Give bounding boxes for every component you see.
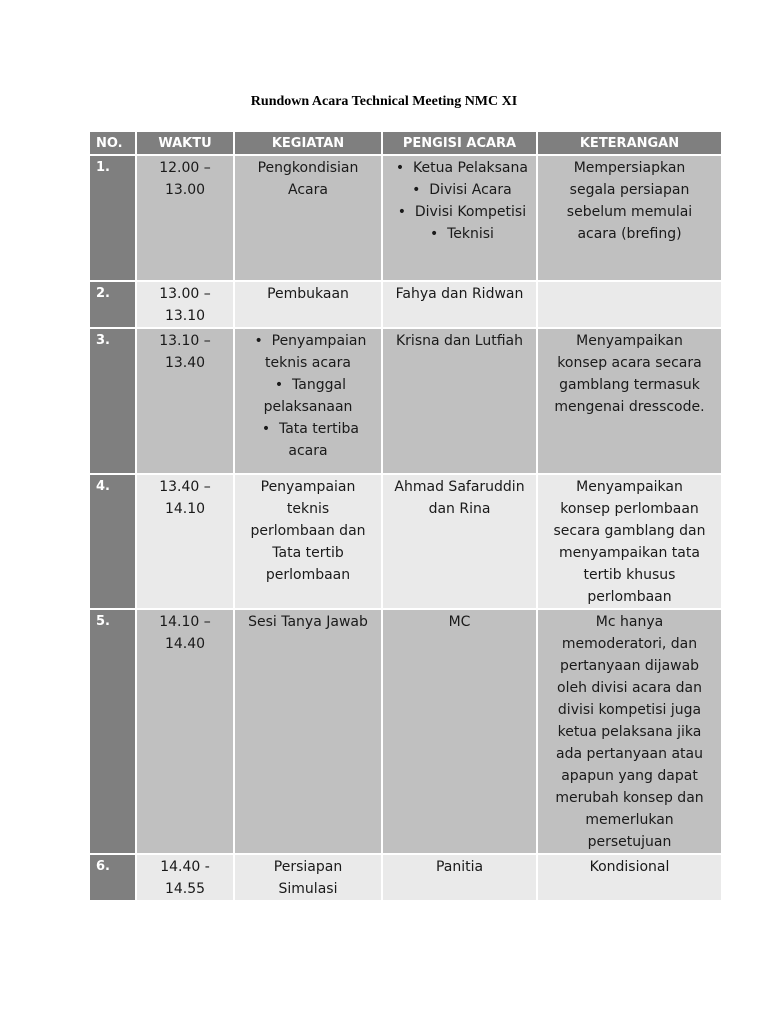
waktu-line: 13.40 bbox=[164, 355, 206, 371]
table-row bbox=[90, 610, 721, 853]
row-number-cell: 6. bbox=[90, 855, 135, 900]
kegiatan-line: Sesi Tanya Jawab bbox=[248, 614, 368, 630]
kegiatan-cell bbox=[235, 156, 381, 280]
keterangan-line: ketua pelaksana jika bbox=[557, 724, 702, 740]
keterangan-line: Menyampaikan bbox=[576, 333, 683, 349]
pengisi-acara-line: dan Rina bbox=[428, 501, 491, 517]
keterangan-line: konsep perlombaan bbox=[560, 501, 699, 517]
keterangan-line: acara (brefing) bbox=[577, 226, 682, 242]
kegiatan-line: Acara bbox=[288, 182, 328, 198]
row-number-cell: 2. bbox=[90, 282, 135, 327]
keterangan-line: memerlukan bbox=[585, 812, 674, 828]
pengisi-acara-cell bbox=[383, 282, 536, 327]
pengisi-acara-cell bbox=[383, 610, 536, 853]
table-row bbox=[90, 329, 721, 473]
waktu-line: 14.40 bbox=[164, 636, 206, 652]
header-keterangan: KETERANGAN bbox=[538, 132, 721, 154]
pengisi-acara-line: MC bbox=[448, 614, 471, 630]
row-number-cell: 3. bbox=[90, 329, 135, 473]
waktu-line: 14.10 – bbox=[159, 614, 211, 630]
pengisi-acara-line: Ahmad Safaruddin bbox=[394, 479, 525, 495]
keterangan-cell bbox=[538, 855, 721, 900]
kegiatan-line: Pengkondisian bbox=[257, 160, 359, 176]
waktu-line: 12.00 – bbox=[159, 160, 211, 176]
keterangan-line: konsep acara secara bbox=[557, 355, 702, 371]
keterangan-line: oleh divisi acara dan bbox=[557, 680, 702, 696]
header-waktu: WAKTU bbox=[137, 132, 233, 154]
keterangan-line: memoderatori, dan bbox=[561, 636, 698, 652]
keterangan-line: mengenai dresscode. bbox=[554, 399, 705, 415]
keterangan-line: Menyampaikan bbox=[576, 479, 683, 495]
keterangan-line: sebelum memulai bbox=[566, 204, 693, 220]
pengisi-acara-cell bbox=[383, 329, 536, 473]
keterangan-line: Mempersiapkan bbox=[573, 160, 686, 176]
table-row bbox=[90, 855, 721, 900]
kegiatan-bullet-item: • Tanggal pelaksanaan bbox=[238, 374, 378, 418]
kegiatan-bullet-item: • Tata tertiba acara bbox=[238, 418, 378, 462]
table-row bbox=[90, 475, 721, 608]
keterangan-line: Mc hanya bbox=[595, 614, 664, 630]
kegiatan-line: teknis bbox=[286, 501, 330, 517]
waktu-cell bbox=[137, 329, 233, 473]
kegiatan-cell bbox=[235, 329, 381, 473]
kegiatan-line: Persiapan bbox=[273, 859, 343, 875]
kegiatan-bullet-list bbox=[238, 330, 378, 462]
keterangan-line: secara gamblang dan bbox=[553, 523, 706, 539]
waktu-line: 14.10 bbox=[164, 501, 206, 517]
header-kegiatan: KEGIATAN bbox=[235, 132, 381, 154]
pengisi-acara-line: Panitia bbox=[435, 859, 484, 875]
keterangan-line: tertib khusus bbox=[583, 567, 676, 583]
keterangan-cell bbox=[538, 156, 721, 280]
row-number-cell: 5. bbox=[90, 610, 135, 853]
pengisi-acara-cell bbox=[383, 475, 536, 608]
pengisi-acara-line: Fahya dan Ridwan bbox=[395, 286, 524, 302]
kegiatan-cell bbox=[235, 475, 381, 608]
rundown-table bbox=[88, 130, 723, 902]
table-header-row bbox=[90, 132, 721, 154]
header-pengisi-acara: PENGISI ACARA bbox=[383, 132, 536, 154]
pengisi-acara-bullet-item: • Divisi Kompetisi bbox=[386, 201, 533, 223]
table-row bbox=[90, 282, 721, 327]
keterangan-line: perlombaan bbox=[587, 589, 672, 605]
waktu-line: 14.55 bbox=[164, 881, 206, 897]
pengisi-acara-line: Krisna dan Lutfiah bbox=[396, 333, 523, 349]
pengisi-acara-bullet-item: • Divisi Acara bbox=[386, 179, 533, 201]
pengisi-acara-bullet-item: • Teknisi bbox=[386, 223, 533, 245]
waktu-line: 13.10 – bbox=[159, 333, 211, 349]
keterangan-line: ada pertanyaan atau bbox=[556, 746, 703, 762]
kegiatan-line: Simulasi bbox=[278, 881, 338, 897]
kegiatan-line: Pembukaan bbox=[267, 286, 349, 302]
keterangan-line: gamblang termasuk bbox=[559, 377, 700, 393]
kegiatan-cell bbox=[235, 282, 381, 327]
pengisi-acara-bullet-item: • Ketua Pelaksana bbox=[386, 157, 533, 179]
waktu-line: 13.00 – bbox=[159, 286, 211, 302]
pengisi-acara-cell bbox=[383, 855, 536, 900]
kegiatan-line: Penyampaian bbox=[260, 479, 356, 495]
kegiatan-line: perlombaan dan bbox=[250, 523, 366, 539]
keterangan-line: menyampaikan tata bbox=[559, 545, 700, 561]
keterangan-cell bbox=[538, 329, 721, 473]
waktu-line: 13.10 bbox=[164, 308, 206, 324]
pengisi-acara-bullet-list bbox=[386, 157, 533, 245]
keterangan-cell bbox=[538, 610, 721, 853]
kegiatan-line: Tata tertib bbox=[272, 545, 344, 561]
row-number-cell: 4. bbox=[90, 475, 135, 608]
keterangan-line: divisi kompetisi juga bbox=[557, 702, 702, 718]
keterangan-line: pertanyaan dijawab bbox=[559, 658, 700, 674]
pengisi-acara-cell bbox=[383, 156, 536, 280]
keterangan-cell bbox=[538, 282, 721, 327]
waktu-line: 13.40 – bbox=[159, 479, 211, 495]
keterangan-line: merubah konsep dan bbox=[555, 790, 704, 806]
waktu-cell bbox=[137, 475, 233, 608]
waktu-cell bbox=[137, 282, 233, 327]
keterangan-line: persetujuan bbox=[587, 834, 672, 850]
header-no: NO. bbox=[90, 132, 135, 154]
waktu-cell bbox=[137, 610, 233, 853]
waktu-line: 14.40 - bbox=[160, 859, 210, 875]
waktu-cell bbox=[137, 156, 233, 280]
page-title: Rundown Acara Technical Meeting NMC XI bbox=[250, 94, 518, 109]
keterangan-line: Kondisional bbox=[589, 859, 670, 875]
kegiatan-cell bbox=[235, 855, 381, 900]
kegiatan-bullet-item: • Penyampaian teknis acara bbox=[238, 330, 378, 374]
waktu-cell bbox=[137, 855, 233, 900]
kegiatan-cell bbox=[235, 610, 381, 853]
waktu-line: 13.00 bbox=[164, 182, 206, 198]
keterangan-line: segala persiapan bbox=[569, 182, 690, 198]
table-row bbox=[90, 156, 721, 280]
keterangan-line: apapun yang dapat bbox=[561, 768, 698, 784]
kegiatan-line: perlombaan bbox=[265, 567, 351, 583]
keterangan-cell bbox=[538, 475, 721, 608]
row-number-cell: 1. bbox=[90, 156, 135, 280]
